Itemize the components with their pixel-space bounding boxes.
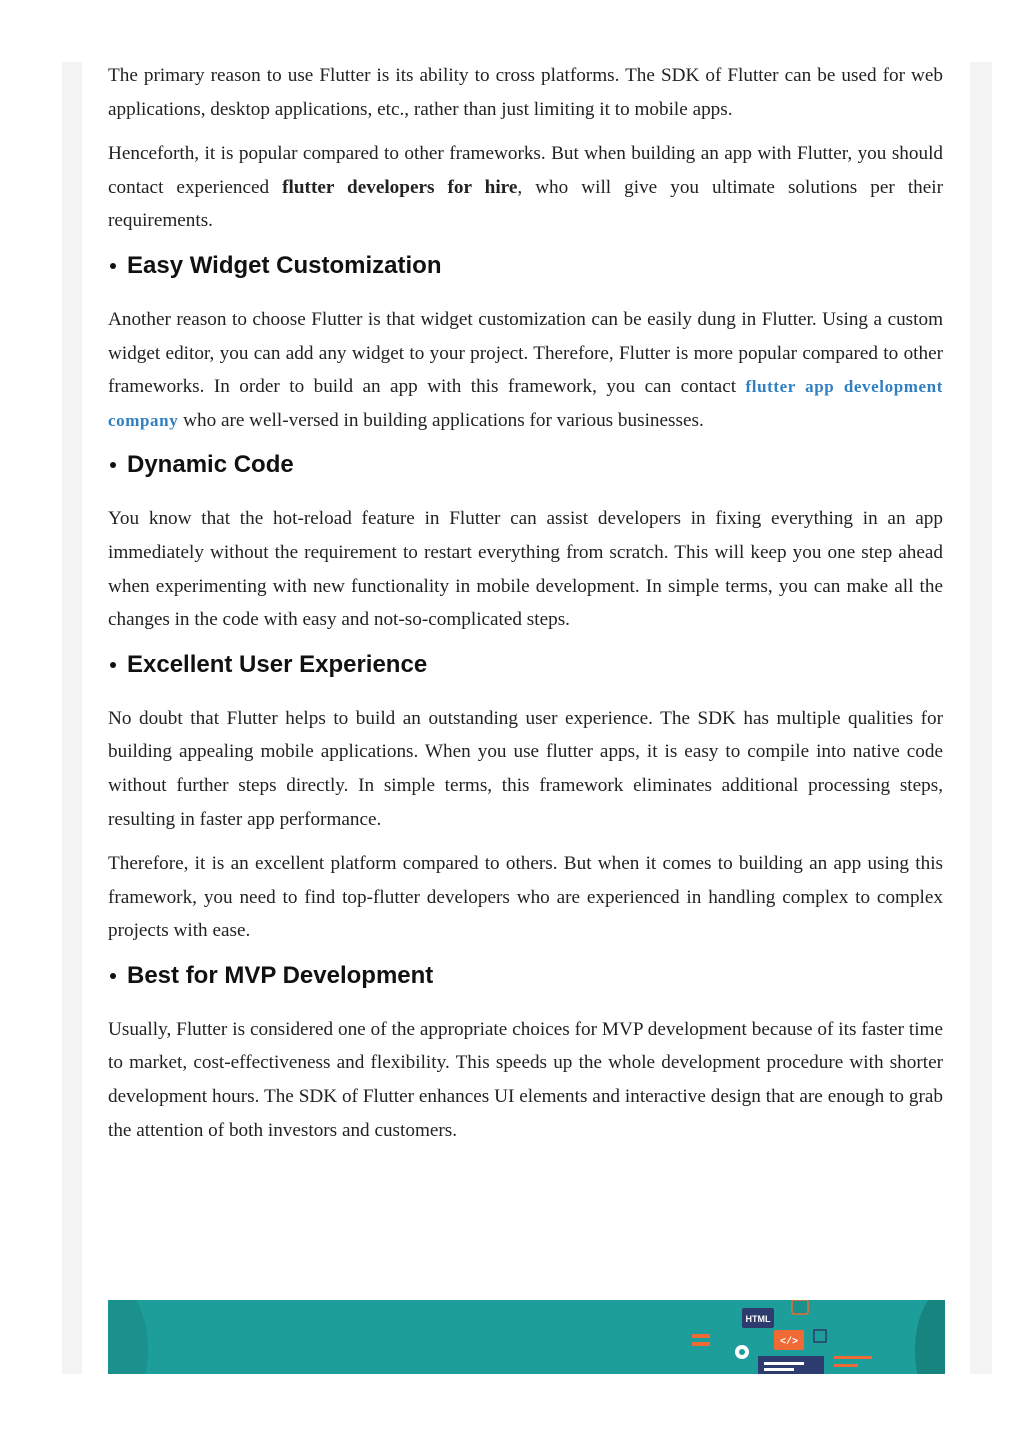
flutter-app-development-company-link[interactable]: flutter app development company [108, 377, 943, 430]
user-experience-paragraph-2: Therefore, it is an excellent platform compared to others. But when it comes to building an app using this framework, you need to find top-flutter developers who are experienced in handling complex to complex projects with ease. [108, 853, 943, 942]
article-body [108, 62, 943, 1158]
heading-text: Best for MVP Development [127, 961, 434, 989]
screen-line-2 [764, 1368, 794, 1371]
dynamic-code-paragraph: You know that the hot-reload feature in Flutter can assist developers in fixing everything in an app immediately without the requirement to restart everything from scratch. This will keep you one step ahead when experimenting with new functionality in mobile development. In simple terms, you can make all the changes in the code with easy and not-so-complicated steps. [108, 508, 943, 631]
intro-paragraph-2-text: Henceforth, it is popular compared to other frameworks. But when building an app with Flutter, you should contact experienced [108, 143, 943, 198]
illus-bar-1 [692, 1334, 710, 1338]
heading-text: Excellent User Experience [127, 650, 428, 678]
heading-dynamic-code [108, 448, 943, 482]
intro-paragraph-2 [108, 137, 943, 238]
illus-square [814, 1330, 826, 1342]
flutter-developers-for-hire-emphasis: flutter developers for hire [282, 176, 518, 198]
developer-illustration-icon [686, 1300, 886, 1374]
bullet-icon [110, 263, 116, 269]
heading-excellent-user-experience [108, 648, 943, 682]
banner-wave-left [108, 1300, 148, 1374]
heading-text: Easy Widget Customization [127, 251, 442, 279]
user-experience-paragraph-1: No doubt that Flutter helps to build an outstanding user experience. The SDK has multiple qualities for building appealing mobile applications. When you use flutter apps, it is easy to compile into native code without further steps directly. In simple terms, this framework eliminates additional processing steps, resulting in faster app performance. [108, 707, 943, 830]
gear-icon-hole [739, 1349, 745, 1355]
illus-dash-1 [834, 1356, 872, 1359]
widget-paragraph [108, 303, 943, 437]
html-badge-label: HTML [745, 1314, 771, 1324]
heading-easy-widget-customization [108, 249, 943, 283]
intro-paragraph-1: The primary reason to use Flutter is its ability to cross platforms. The SDK of Flutter can be used for web applications, desktop applications, etc., rather than just limiting it to mobile apps. [108, 65, 943, 120]
intro-paragraph-2-tail: , who will give you ultimate solutions per their requirements. [108, 176, 943, 232]
illus-dash-2 [834, 1364, 858, 1367]
bullet-icon [110, 973, 116, 979]
article-banner-image [108, 1300, 945, 1374]
screen-line-1 [764, 1362, 804, 1365]
bullet-icon [110, 662, 116, 668]
heading-text: Dynamic Code [127, 451, 294, 479]
mvp-paragraph: Usually, Flutter is considered one of the appropriate choices for MVP development because of its faster time to market, cost-effectiveness and flexibility. This speeds up the whole development procedure with shorter development hours. The SDK of Flutter enhances UI elements and interactive design that are enough to grab the attention of both investors and customers. [108, 1018, 943, 1141]
bullet-icon [110, 462, 116, 468]
widget-paragraph-text: Another reason to choose Flutter is that widget customization can be easily dung in Flutter. Using a custom widget editor, you can add any widget to your project. Therefore, Flutter is more popular compared to other frameworks. In order to build an app with this framework, you can contact [108, 308, 943, 398]
heading-best-for-mvp-development [108, 959, 943, 993]
braces-badge-shape [792, 1300, 808, 1314]
banner-wave-right [915, 1300, 945, 1374]
widget-paragraph-tail: who are well-versed in building applications for various businesses. [178, 409, 704, 431]
illus-bar-2 [692, 1342, 710, 1346]
document-page [82, 62, 970, 1374]
code-badge-label: </> [779, 1337, 799, 1348]
